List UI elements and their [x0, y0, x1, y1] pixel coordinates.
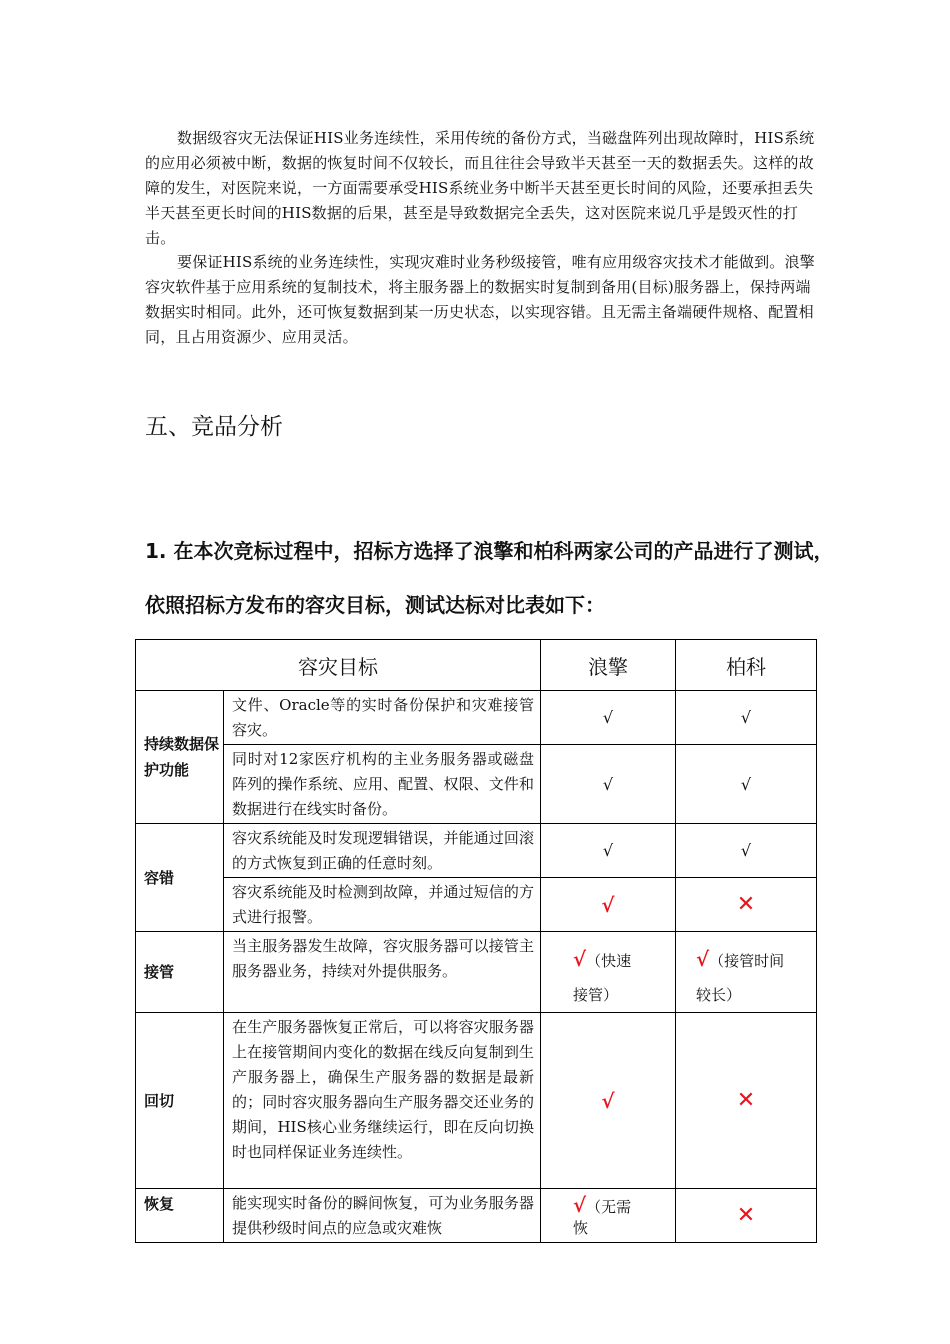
table-row	[136, 824, 817, 878]
note-slow-takeover: （接管时间较长）	[696, 952, 785, 1004]
category-fault-tolerance: 容错	[136, 824, 224, 932]
section-heading: 五、竞品分析	[145, 414, 283, 440]
comparison-table	[135, 639, 817, 1243]
check-icon: √	[740, 774, 752, 794]
check-icon: √	[740, 841, 752, 860]
check-red-icon: √	[573, 1193, 587, 1217]
check-red-icon: √	[573, 947, 587, 971]
sub-heading: 1. 在本次竞标过程中，招标方选择了浪擎和柏科两家公司的产品进行了测试，依照招标方发布的容灾目标，测试达标对比表如下：	[145, 539, 834, 617]
table-header-row	[136, 640, 817, 691]
table-row	[136, 691, 817, 745]
check-icon: √	[602, 774, 614, 794]
cross-red-icon: ✕	[736, 892, 756, 917]
table-row	[136, 878, 817, 932]
category-failback: 回切	[136, 1013, 224, 1189]
cross-red-icon: ✕	[736, 1088, 756, 1113]
row-desc: 容灾系统能及时检测到故障，并通过短信的方式进行报警。	[224, 878, 541, 932]
row-desc: 容灾系统能及时发现逻辑错误，并能通过回滚的方式恢复到正确的任意时刻。	[224, 824, 541, 878]
header-vendor-b: 柏科	[676, 640, 817, 691]
category-takeover: 接管	[136, 932, 224, 1013]
cross-red-icon: ✕	[736, 1203, 756, 1228]
row-desc: 文件、Oracle等的实时备份保护和灾难接管容灾。	[224, 691, 541, 745]
row-desc: 在生产服务器恢复正常后，可以将容灾服务器上在接管期间内变化的数据在线反向复制到生产服务器上，确保生产服务器的数据是最新的；同时容灾服务器向生产服务器交还业务的期间，HIS核心业务继续运行，即在反向切换时也同样保证业务连续性。	[224, 1013, 541, 1189]
paragraph-app-level-dr: 要保证HIS系统的业务连续性，实现灾难时业务秒级接管，唯有应用级容灾技术才能做到。浪擎容灾软件基于应用系统的复制技术，将主服务器上的数据实时复制到备用(目标)服务器上，保持两端数据实时相同。此外，还可恢复数据到某一历史状态，以实现容错。且无需主备端硬件规格、配置相同，且占用资源少、应用灵活。	[145, 253, 815, 346]
check-icon: √	[740, 708, 752, 727]
check-icon: √	[602, 708, 614, 727]
check-icon: √	[602, 841, 614, 860]
table-row	[136, 1189, 817, 1243]
row-desc: 同时对12家医疗机构的主业务服务器或磁盘阵列的操作系统、应用、配置、权限、文件和数据进行在线实时备份。	[224, 745, 541, 824]
category-cdp: 持续数据保护功能	[136, 691, 224, 824]
note-no-recovery: （无需恢	[573, 1198, 632, 1237]
table-row	[136, 745, 817, 824]
header-goal: 容灾目标	[136, 640, 541, 691]
check-red-icon: √	[601, 1088, 615, 1113]
row-desc: 当主服务器发生故障，容灾服务器可以接管主服务器业务，持续对外提供服务。	[224, 932, 541, 1013]
check-red-icon: √	[696, 947, 710, 971]
row-desc: 能实现实时备份的瞬间恢复，可为业务服务器提供秒级时间点的应急或灾难恢	[224, 1189, 541, 1243]
note-fast-takeover: （快速接管）	[573, 952, 632, 1004]
table-row	[136, 1013, 817, 1189]
paragraph-data-level-dr: 数据级容灾无法保证HIS业务连续性，采用传统的备份方式，当磁盘阵列出现故障时，HIS系统的应用必须被中断，数据的恢复时间不仅较长，而且往往会导致半天甚至一天的数据丢失。这样的故障的发生，对医院来说，一方面需要承受HIS系统业务中断半天甚至更长时间的风险，还要承担丢失半天甚至更长时间的HIS数据的后果，甚至是导致数据完全丢失，这对医院来说几乎是毁灭性的打击。	[145, 129, 815, 247]
table-row	[136, 932, 817, 1013]
header-vendor-a: 浪擎	[541, 640, 676, 691]
category-recovery: 恢复	[136, 1189, 224, 1243]
check-red-icon: √	[601, 892, 615, 917]
